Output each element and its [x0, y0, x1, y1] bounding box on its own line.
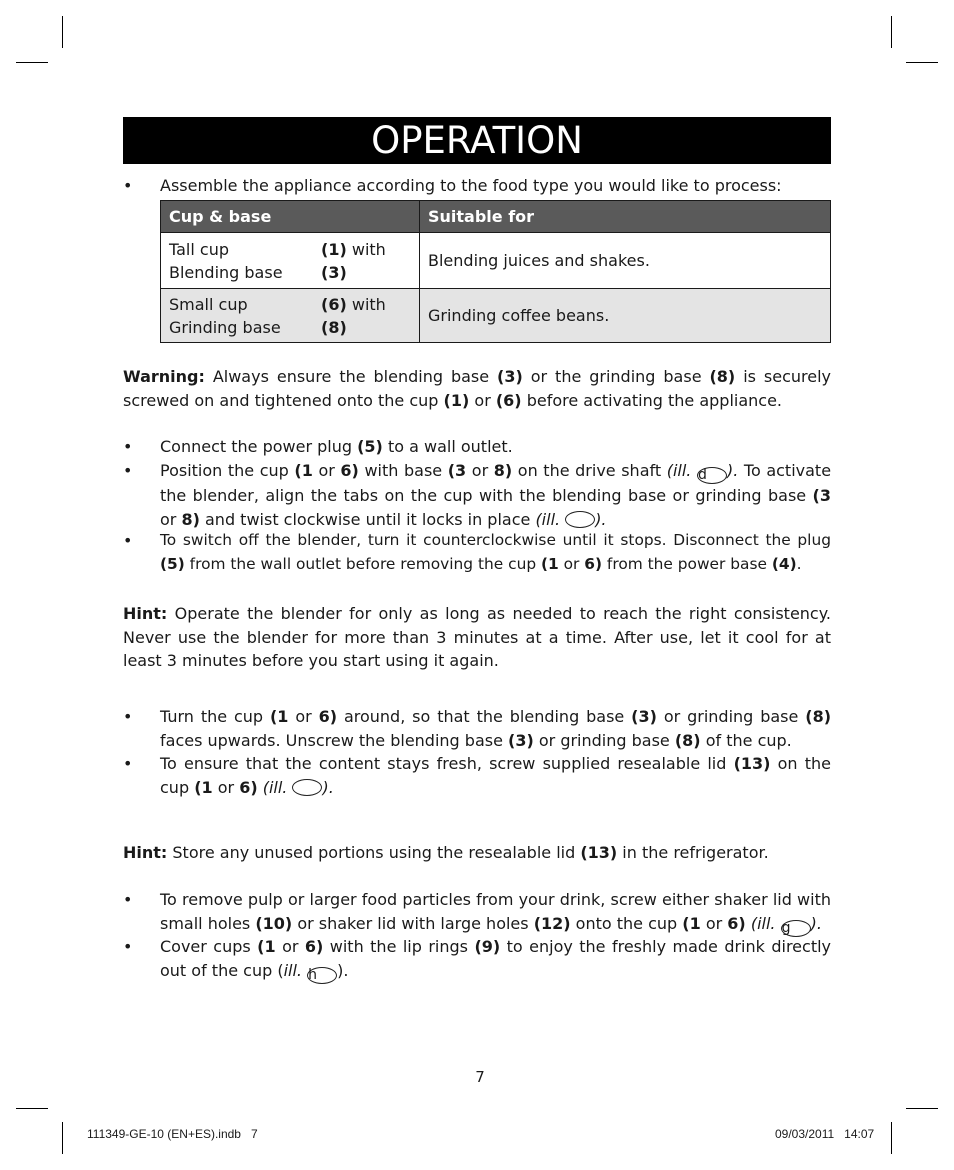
text: or	[275, 937, 305, 956]
ill-ref: (ill.	[745, 913, 781, 933]
ref: (1	[269, 707, 289, 726]
ref: (1)	[443, 390, 470, 410]
hint-label: Hint:	[123, 843, 168, 862]
ref: (13)	[733, 754, 771, 773]
bullet-text	[160, 459, 831, 531]
bullet-text	[160, 752, 831, 799]
ref: (1	[682, 913, 701, 933]
intro-text: Assemble the appliance according to the food type you would like to process:	[160, 176, 782, 195]
ill-ref: (ill.	[257, 777, 293, 797]
crop-mark	[906, 1108, 938, 1109]
bullet-marker: •	[123, 176, 133, 195]
crop-mark	[16, 1108, 48, 1109]
crop-mark	[906, 62, 938, 63]
text: around, so that the blending base	[337, 707, 632, 726]
ref: 8)	[181, 509, 200, 529]
text: on the cup	[160, 754, 832, 797]
ill-ref: (ill.	[535, 509, 566, 529]
slug-file: 111349-GE-10 (EN+ES).indb 7	[87, 1127, 258, 1141]
bullet-marker: •	[123, 754, 133, 773]
cup-number: (1)	[321, 239, 347, 259]
ill-ref: ).	[726, 461, 739, 480]
text: faces upwards. Unscrew the blending base	[160, 730, 509, 750]
ref: (6)	[495, 390, 522, 410]
text: in the refrigerator.	[617, 843, 769, 862]
text: To remove pulp or larger food particles from your drink, screw either shaker lid with small holes	[160, 890, 831, 933]
ref: (13)	[580, 843, 618, 862]
ill-ref: (ill.	[666, 461, 697, 480]
bullet-marker: •	[123, 707, 133, 726]
text: Connect the power plug	[160, 437, 358, 456]
text: To ensure that the content stays fresh, screw supplied resealable lid	[160, 754, 734, 773]
text: Always ensure the blending base	[204, 367, 498, 386]
ill-ref: ill.	[283, 960, 308, 980]
base-number: (8)	[321, 317, 347, 337]
text: Operate the blender for only as long as needed to reach the right consistency. Never use the blender for more than 3 minutes at a time. After use, let it cool for at least 3 minutes before you start using it again.	[123, 604, 831, 670]
cup-base-table	[160, 200, 831, 343]
crop-mark	[62, 16, 63, 48]
bullet-marker: •	[123, 937, 133, 956]
ref: (8)	[805, 707, 832, 726]
table-cell	[161, 289, 420, 343]
table-row	[161, 233, 831, 289]
ref: (9)	[474, 937, 501, 956]
with-text: with	[346, 239, 386, 259]
ref: (1	[257, 937, 276, 956]
hint-paragraph	[123, 841, 831, 865]
text: .	[796, 554, 802, 573]
base-name: Blending base	[169, 262, 283, 282]
text: with the lip rings	[323, 937, 475, 956]
ref: (5)	[160, 554, 185, 573]
ref: (10)	[255, 913, 293, 933]
slug-date: 09/03/2011 14:07	[775, 1127, 875, 1141]
with-text: with	[346, 294, 386, 314]
ill-ref: ).	[810, 913, 822, 933]
text: and twist clockwise until it locks in place	[199, 509, 536, 529]
bullet-text	[160, 705, 831, 752]
ref: (8)	[709, 367, 736, 386]
text: or	[558, 554, 585, 573]
text: Store any unused portions using the resealable lid	[167, 843, 581, 862]
warning-label: Warning:	[123, 367, 205, 386]
text: or grinding base	[533, 730, 675, 750]
illustration-d-icon: d	[697, 467, 727, 484]
ref: (1	[294, 461, 313, 480]
hint-label: Hint:	[123, 604, 168, 623]
ref: (3)	[497, 367, 523, 386]
bullet-marker: •	[123, 890, 133, 909]
table-header-row	[161, 201, 831, 233]
ill-ref: ).	[322, 777, 334, 797]
table-header-cup-base: Cup & base	[161, 201, 420, 233]
text: with base	[358, 461, 448, 480]
text: To activate the blender, align the tabs on the cup with the blending base or grinding base	[160, 461, 832, 505]
text: or	[466, 461, 494, 480]
bullet-text	[160, 935, 831, 984]
ref: (1	[541, 554, 559, 573]
ref: 6)	[318, 707, 338, 726]
ill-ref: ).	[595, 509, 607, 529]
illustration-h-icon: h	[307, 967, 337, 984]
ref: 6)	[239, 777, 258, 797]
text: or	[469, 390, 496, 410]
ref: 6)	[584, 554, 603, 573]
illustration-e-icon	[565, 511, 595, 528]
crop-mark	[891, 1122, 892, 1154]
illustration-g-icon: g	[781, 920, 811, 937]
ref: (12)	[533, 913, 571, 933]
bullet-text	[160, 435, 831, 459]
table-cell-use: Blending juices and shakes.	[420, 233, 831, 289]
text: to enjoy the freshly made drink directly out of the cup (	[160, 937, 832, 980]
text: or	[160, 509, 182, 529]
illustration-f-icon	[292, 779, 322, 796]
text: of the cup.	[700, 730, 792, 750]
crop-mark	[891, 16, 892, 48]
text: is securely screwed on and tightened onto the cup	[123, 367, 832, 410]
ref: 8)	[493, 461, 513, 480]
ref: (3	[812, 486, 831, 505]
ref: (8)	[674, 730, 701, 750]
bullet-marker: •	[123, 461, 133, 480]
text: or	[700, 913, 728, 933]
ref: 6)	[340, 461, 359, 480]
table-cell-use: Grinding coffee beans.	[420, 289, 831, 343]
bullet-text	[160, 529, 831, 576]
cup-number: (6)	[321, 294, 347, 314]
ref: 6)	[727, 913, 746, 933]
base-name: Grinding base	[169, 317, 281, 337]
text: before activating the appliance.	[521, 390, 783, 410]
text: from the power base	[602, 554, 772, 573]
text: or	[312, 461, 341, 480]
ref: (3	[447, 461, 467, 480]
hint-paragraph	[123, 602, 831, 673]
text: or	[212, 777, 240, 797]
text: on the drive shaft	[512, 461, 667, 480]
text: or shaker lid with large holes	[292, 913, 534, 933]
ref: (5)	[357, 437, 383, 456]
crop-mark	[62, 1122, 63, 1154]
text: or the grinding base	[522, 367, 710, 386]
cup-name: Small cup	[169, 294, 248, 314]
table-cell	[161, 233, 420, 289]
text: To switch off the blender, turn it counterclockwise until it stops. Disconnect the plug	[160, 531, 831, 549]
text: Position the cup	[160, 461, 295, 480]
base-number: (3)	[321, 262, 347, 282]
ref: (4)	[771, 554, 797, 573]
ref: 6)	[304, 937, 324, 956]
ref: (3)	[631, 707, 657, 726]
text: or grinding base	[656, 707, 806, 726]
text: to a wall outlet.	[382, 437, 513, 456]
ref: (1	[194, 777, 213, 797]
crop-mark	[16, 62, 48, 63]
warning-paragraph	[123, 365, 831, 412]
text: Cover cups	[160, 937, 258, 956]
text: from the wall outlet before removing the cup	[184, 554, 541, 573]
table-header-suitable-for: Suitable for	[420, 201, 831, 233]
page-number: 7	[475, 1068, 485, 1086]
text: or	[288, 707, 319, 726]
bullet-text	[160, 888, 831, 937]
text: onto the cup	[570, 913, 683, 933]
ref: (3)	[508, 730, 534, 750]
text: ).	[337, 960, 349, 980]
page-title: OPERATION	[123, 117, 831, 164]
cup-name: Tall cup	[169, 239, 229, 259]
bullet-marker: •	[123, 531, 133, 550]
bullet-marker: •	[123, 437, 133, 456]
table-row	[161, 289, 831, 343]
text: Turn the cup	[160, 707, 270, 726]
